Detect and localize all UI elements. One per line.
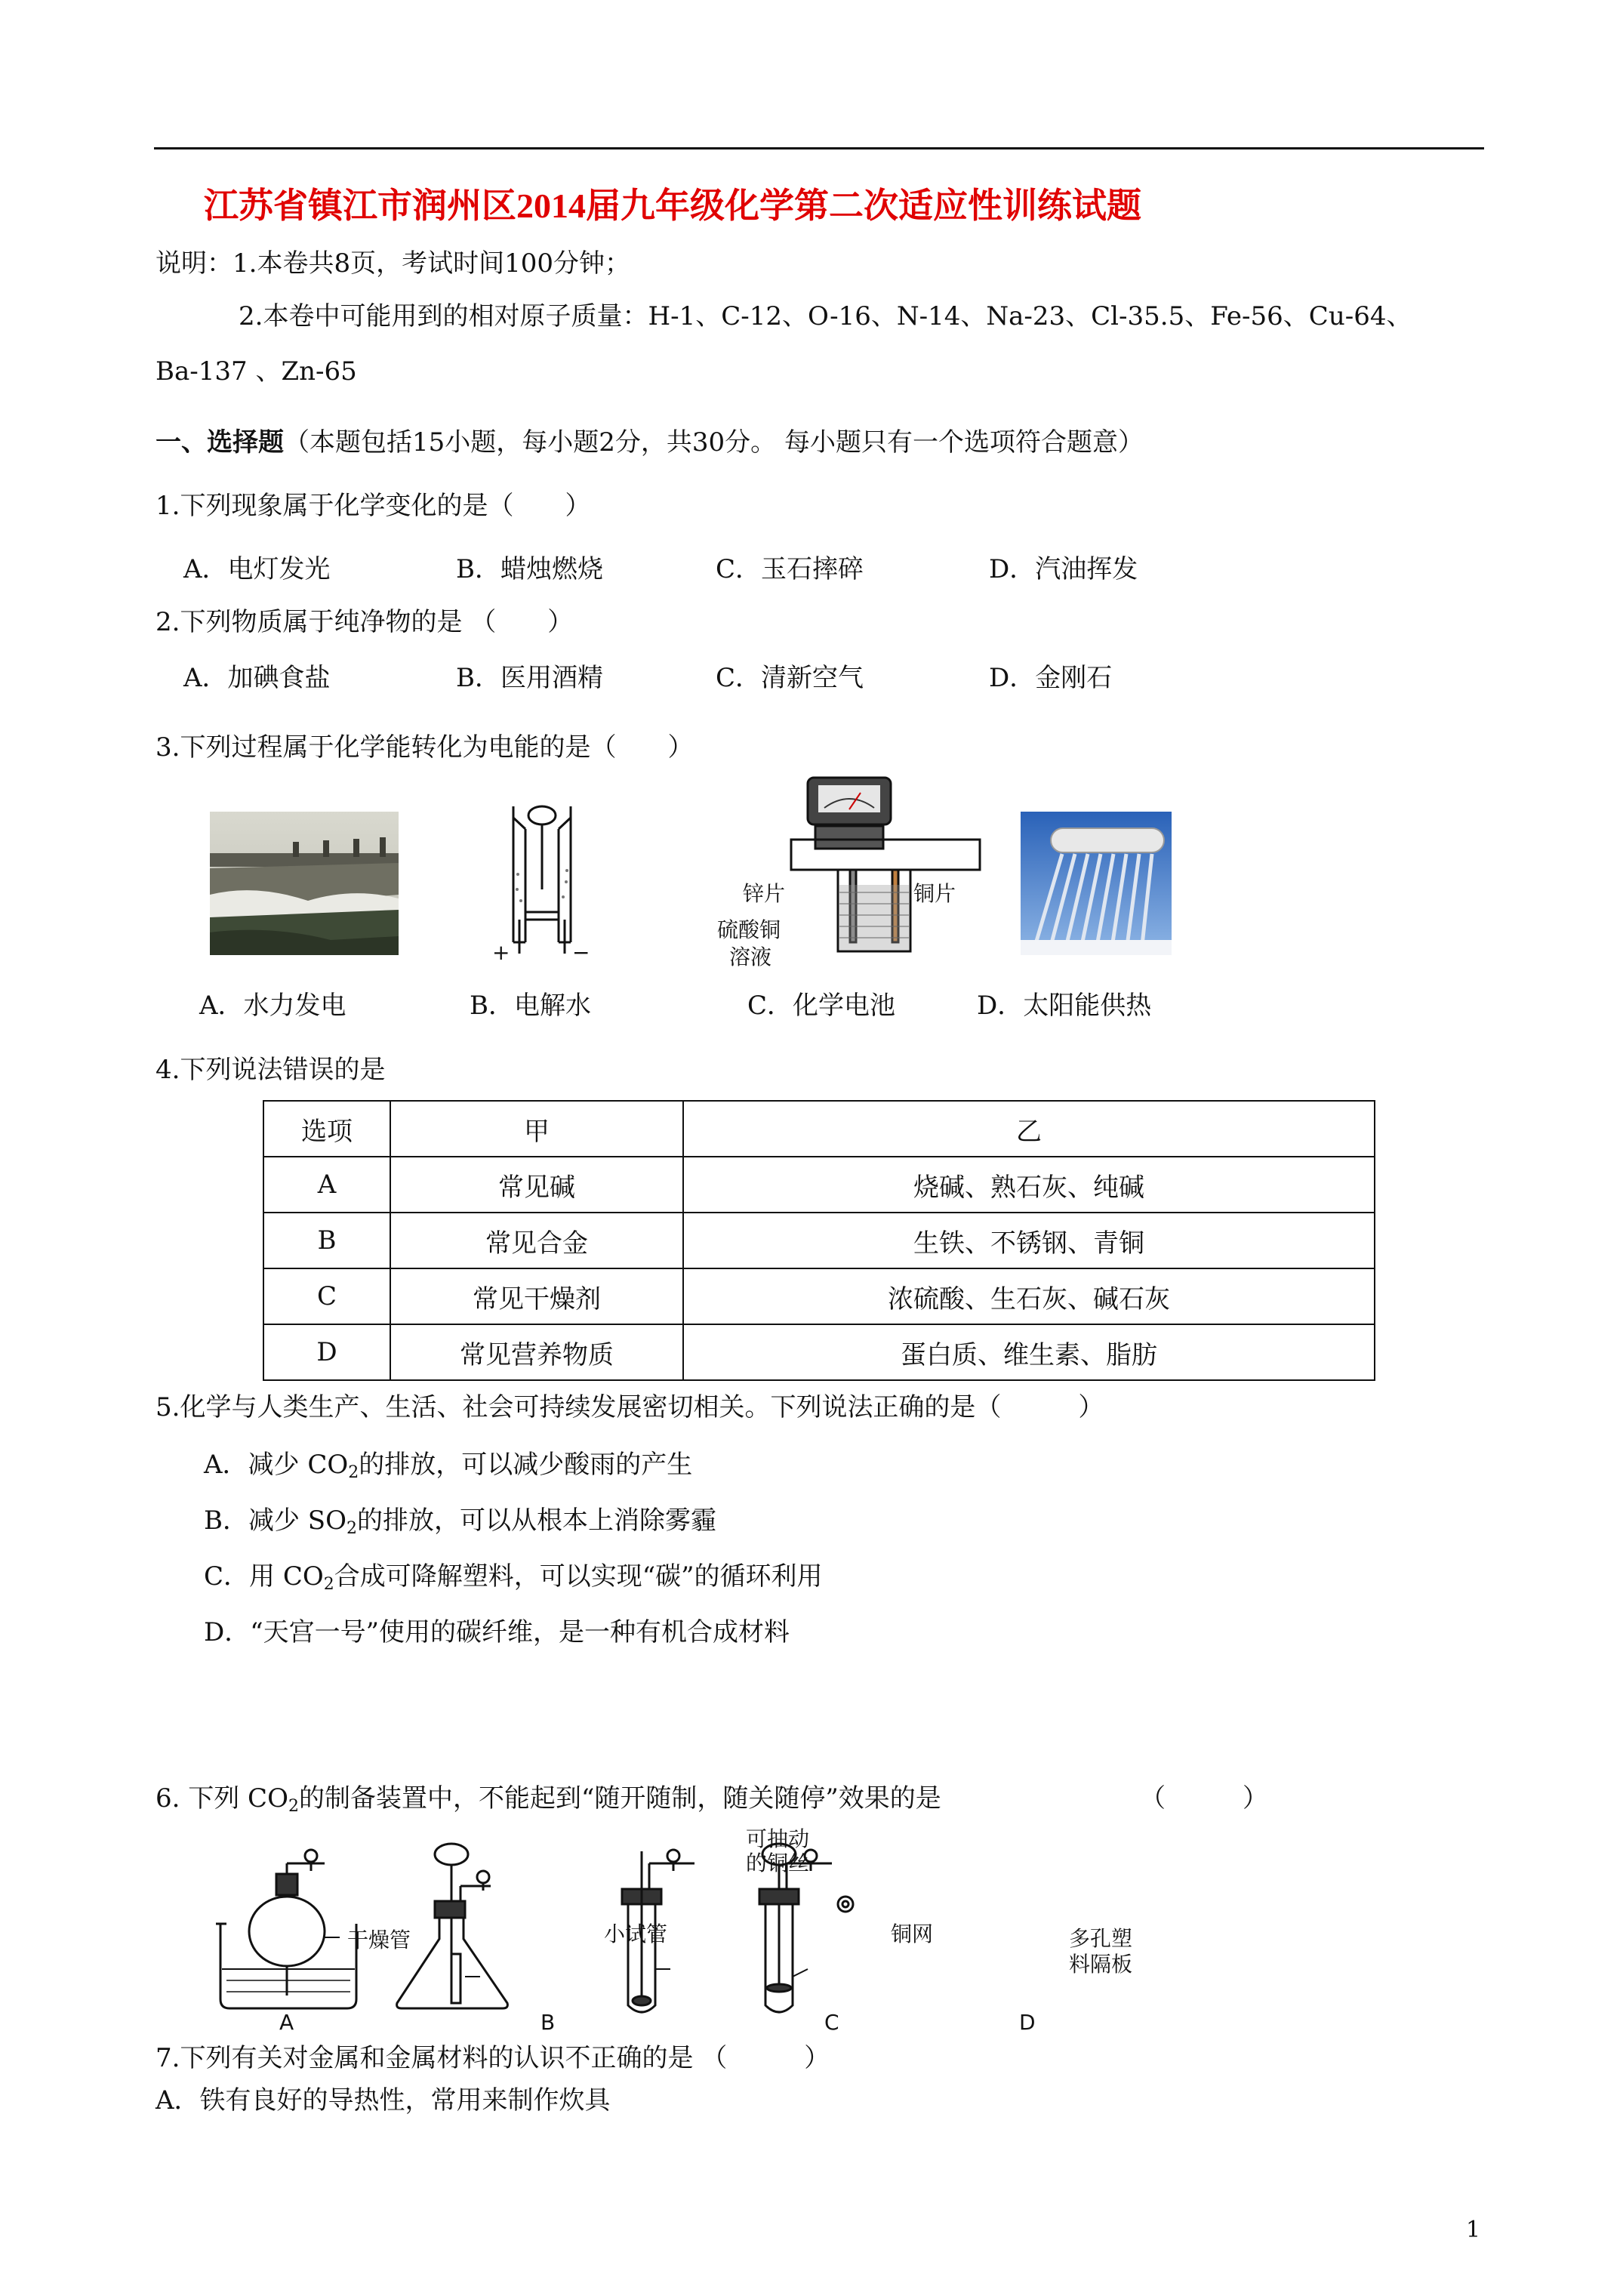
plate-label-1: 多孔塑 bbox=[1069, 1926, 1133, 1951]
section-heading-desc: （本题包括15小题，每小题2分，共30分。 每小题只有一个选项符合题意） bbox=[284, 427, 1144, 458]
chemical-battery bbox=[785, 772, 1012, 960]
table-cell: 常见营养物质 bbox=[390, 1324, 683, 1380]
section-heading bbox=[156, 426, 1144, 459]
solution-label-2: 溶液 bbox=[729, 945, 772, 969]
section-heading-label: 一、选择题 bbox=[156, 427, 284, 458]
copper-wire-label-2: 的铜丝 bbox=[746, 1851, 810, 1875]
table-header-cell: 选项 bbox=[263, 1101, 390, 1157]
table-cell: 蛋白质、维生素、脂肪 bbox=[683, 1324, 1375, 1380]
table-cell: 生铁、不锈钢、青铜 bbox=[683, 1213, 1375, 1268]
q5-a-rest: 的排放，可以减少酸雨的产生 bbox=[359, 1450, 693, 1480]
q5-c-text: C．用 CO bbox=[204, 1561, 324, 1592]
apparatus-d-label: D bbox=[1019, 2010, 1036, 2035]
table-cell: 常见碱 bbox=[390, 1157, 683, 1213]
apparatus-a bbox=[216, 1850, 356, 2008]
q2-option-c: C．清新空气 bbox=[716, 663, 864, 693]
copper-label: 铜片 bbox=[913, 881, 956, 906]
table-cell: 常见干燥剂 bbox=[390, 1268, 683, 1324]
table-header-cell: 甲 bbox=[390, 1101, 683, 1157]
q3-option-b: B．电解水 bbox=[470, 991, 591, 1021]
zinc-label: 锌片 bbox=[743, 881, 786, 906]
top-rule bbox=[154, 147, 1484, 149]
page-title: 江苏省镇江市润州区2014届九年级化学第二次适应性训练试题 bbox=[204, 186, 1141, 225]
table-cell: 常见合金 bbox=[390, 1213, 683, 1268]
q2-stem: 2.下列物质属于纯净物的是 （ ） bbox=[156, 607, 574, 637]
table-cell: A bbox=[263, 1157, 390, 1213]
table-cell: D bbox=[263, 1324, 390, 1380]
notes-line-2: 2.本卷中可能用到的相对原子质量：H-1、C-12、O-16、N-14、Na-23、Cl-35.5、Fe-56、Cu-64、 bbox=[239, 301, 1412, 331]
q5-option-a bbox=[204, 1448, 692, 1481]
table-cell: B bbox=[263, 1213, 390, 1268]
q5-b-rest: 的排放，可以从根本上消除雾霾 bbox=[356, 1505, 716, 1536]
q7-stem: 7.下列有关对金属和金属材料的认识不正确的是 （ ） bbox=[156, 2043, 830, 2073]
q3-option-d: D．太阳能供热 bbox=[977, 991, 1152, 1021]
q1-option-d: D．汽油挥发 bbox=[989, 554, 1138, 584]
solution-label-1: 硫酸铜 bbox=[717, 917, 781, 942]
q6-stem-sub: 2 bbox=[288, 1797, 299, 1816]
copper-mesh-label: 铜网 bbox=[891, 1922, 934, 1946]
hydro-power-photo bbox=[210, 812, 399, 955]
table-header-cell: 乙 bbox=[683, 1101, 1375, 1157]
q3-option-c: C．化学电池 bbox=[747, 991, 896, 1021]
q1-option-c: C．玉石摔碎 bbox=[716, 554, 864, 584]
q1-option-b: B．蜡烛燃烧 bbox=[456, 554, 603, 584]
q3-option-a: A．水力发电 bbox=[199, 991, 346, 1021]
electrode-minus: − bbox=[572, 940, 590, 965]
apparatus-c-label: C bbox=[824, 2010, 839, 2035]
q5-option-c bbox=[204, 1560, 822, 1593]
notes-line-3: Ba-137 、Zn-65 bbox=[156, 356, 357, 387]
table-row bbox=[263, 1268, 1375, 1324]
small-tube-label: 小试管 bbox=[604, 1922, 668, 1946]
table-header-row bbox=[263, 1101, 1375, 1157]
q5-c-rest: 合成可降解塑料，可以实现“碳”的循环利用 bbox=[334, 1561, 823, 1592]
q5-a-sub: 2 bbox=[348, 1463, 359, 1482]
q4-table bbox=[263, 1100, 1375, 1381]
q1-option-a: A．电灯发光 bbox=[183, 554, 331, 584]
q6-answer-bracket: （ ） bbox=[1140, 1783, 1268, 1814]
table-cell: 烧碱、熟石灰、纯碱 bbox=[683, 1157, 1375, 1213]
table-row bbox=[263, 1157, 1375, 1213]
q2-option-d: D．金刚石 bbox=[989, 663, 1113, 693]
q5-option-b bbox=[204, 1504, 716, 1537]
table-cell: C bbox=[263, 1268, 390, 1324]
q6-stem bbox=[156, 1782, 941, 1815]
q2-option-a: A．加碘食盐 bbox=[183, 663, 331, 693]
plate-label-2: 料隔板 bbox=[1069, 1952, 1133, 1977]
apparatus-a-label: A bbox=[279, 2010, 294, 2035]
q5-b-sub: 2 bbox=[346, 1519, 357, 1538]
table-cell: 浓硫酸、生石灰、碱石灰 bbox=[683, 1268, 1375, 1324]
q2-option-b: B．医用酒精 bbox=[456, 663, 603, 693]
q5-stem: 5.化学与人类生产、生活、社会可持续发展密切相关。下列说法正确的是（ ） bbox=[156, 1392, 1104, 1422]
solar-heater-photo bbox=[1021, 812, 1172, 955]
apparatus-b-label: B bbox=[540, 2010, 556, 2035]
q7-option-a: A．铁有良好的导热性，常用来制作炊具 bbox=[156, 2085, 611, 2116]
page-number: 1 bbox=[1466, 2217, 1481, 2243]
q6-stem-text: 6. 下列 CO bbox=[156, 1783, 288, 1814]
q5-option-d: D．“天宫一号”使用的碳纤维，是一种有机合成材料 bbox=[204, 1617, 790, 1647]
q1-stem: 1.下列现象属于化学变化的是（ ） bbox=[156, 491, 591, 521]
q3-stem: 3.下列过程属于化学能转化为电能的是（ ） bbox=[156, 732, 694, 763]
table-row bbox=[263, 1324, 1375, 1380]
dry-tube-label: 干燥管 bbox=[347, 1928, 411, 1952]
q5-c-sub: 2 bbox=[323, 1575, 334, 1594]
q6-stem-rest: 的制备装置中，不能起到“随开随制，随关随停”效果的是 bbox=[298, 1783, 941, 1814]
electrode-plus: + bbox=[492, 940, 510, 965]
q5-a-text: A．减少 CO bbox=[204, 1450, 349, 1480]
notes-line-1: 说明：1.本卷共8页，考试时间100分钟； bbox=[156, 248, 630, 279]
q4-stem: 4.下列说法错误的是 bbox=[156, 1055, 386, 1085]
table-row bbox=[263, 1213, 1375, 1268]
apparatus-b bbox=[397, 1844, 508, 2008]
copper-wire-label-1: 可抽动 bbox=[746, 1826, 810, 1851]
q5-b-text: B．减少 SO bbox=[204, 1505, 346, 1536]
